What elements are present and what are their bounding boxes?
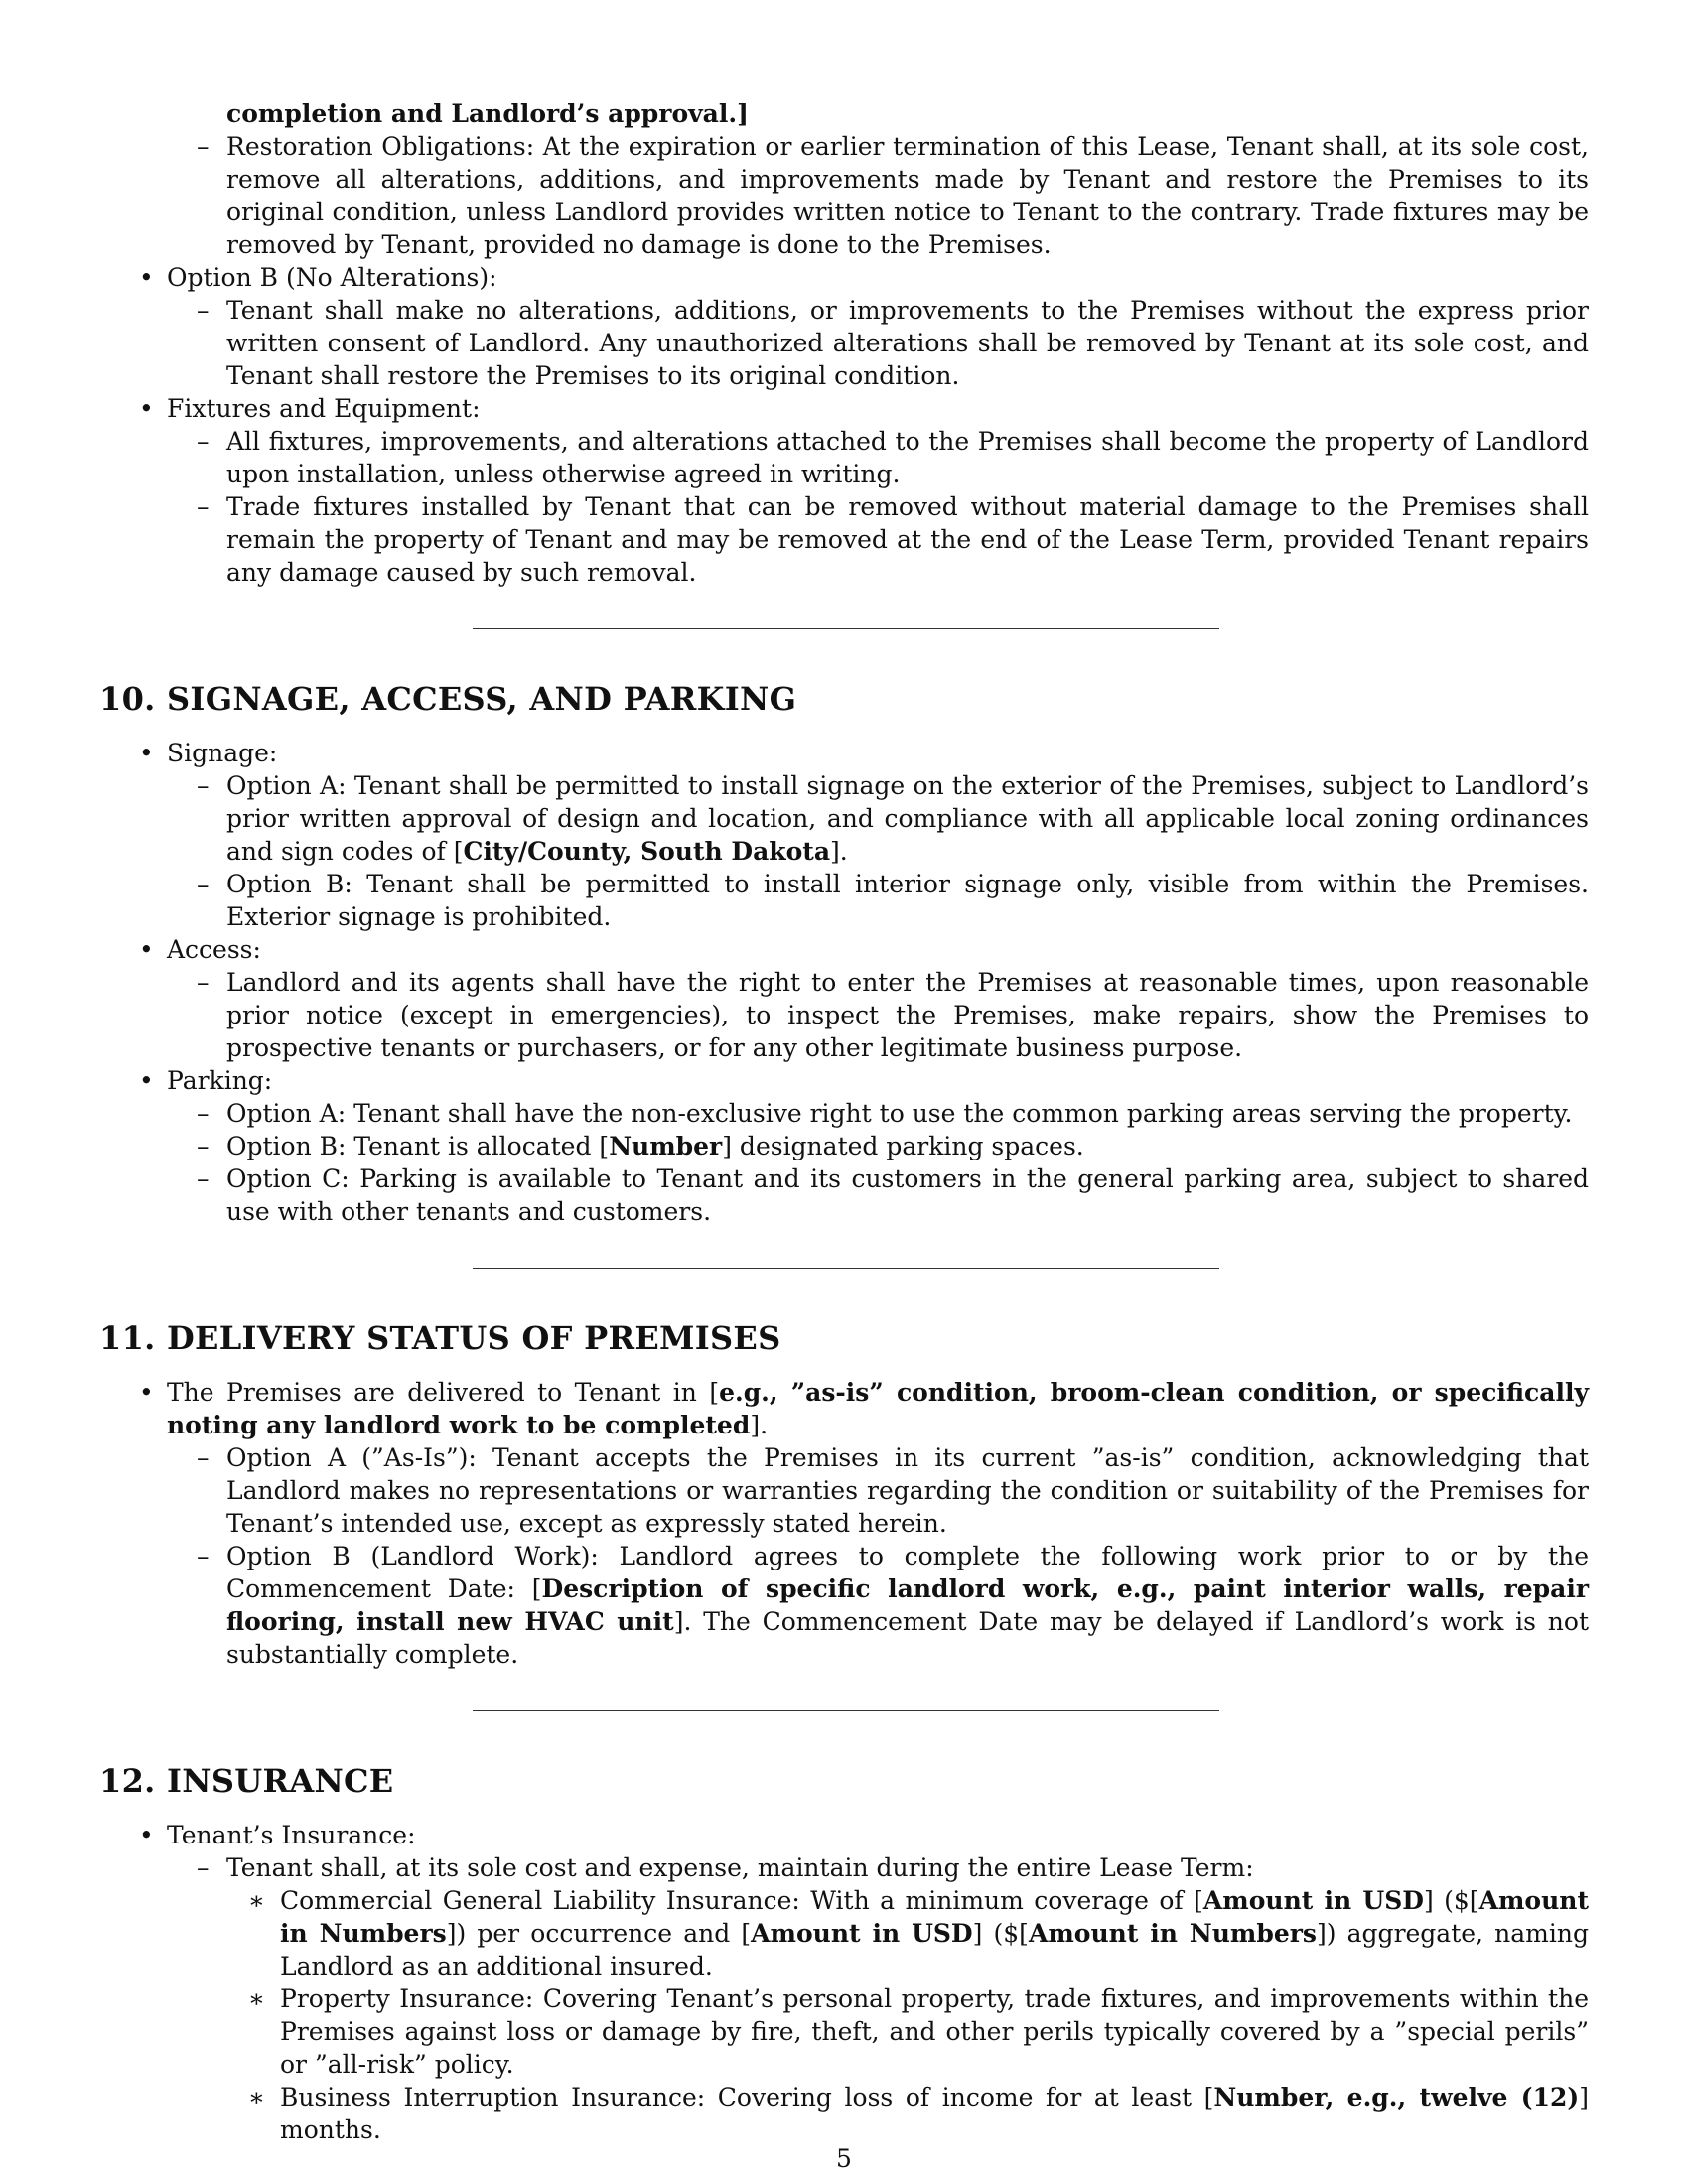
- list-item: – All fixtures, improvements, and alterations attached to the Premises shall become the property of Landlord upon installation, unless otherwise agreed in writing.: [197, 427, 1589, 488]
- document-page: [99, 97, 1589, 2146]
- section-heading: 12. INSURANCE: [99, 1762, 394, 1800]
- list-item: – Landlord and its agents shall have the right to enter the Premises at reasonable times, upon reasonable prior notice (except in emergencies), to inspect the Premises, make repairs, show the Premises to prospective tenants or purchasers, or for any other legitimate business purpose.: [197, 968, 1589, 1062]
- list-item: – Option B: Tenant is allocated [Number] designated parking spaces.: [197, 1132, 1084, 1160]
- list-item: • Option B (No Alterations):: [139, 263, 497, 292]
- list-item: ∗ Property Insurance: Covering Tenant’s personal property, trade fixtures, and improvements within the Premises against loss or damage by fire, theft, and other perils typically covered by a ”special perils” or ”all-risk” policy.: [248, 1984, 1589, 2079]
- page-number: 5: [836, 2144, 852, 2173]
- list-item: – Option C: Parking is available to Tenant and its customers in the general parking area, subject to shared use with other tenants and customers.: [197, 1164, 1589, 1226]
- list-item: ∗ Commercial General Liability Insurance: With a minimum coverage of [Amount in USD] ($[Amount in Numbers]) per occurrence and [Amount in USD] ($[Amount in Numbers]) aggregate, naming Landlord as an additional insured.: [248, 1886, 1589, 1980]
- list-item: • Tenant’s Insurance:: [139, 1821, 416, 1849]
- list-item: • Access:: [139, 935, 261, 964]
- list-item: – Option A: Tenant shall have the non-exclusive right to use the common parking areas serving the property.: [197, 1099, 1573, 1128]
- section-divider: [473, 1268, 1219, 1269]
- list-item: – Trade fixtures installed by Tenant that can be removed without material damage to the Premises shall remain the property of Tenant and may be removed at the end of the Lease Term, provided Tenant repairs any damage caused by such removal.: [197, 492, 1589, 587]
- list-item: – Option A (”As-Is”): Tenant accepts the Premises in its current ”as-is” condition, acknowledging that Landlord makes no representations or warranties regarding the condition or suitability of the Premises for Tenant’s intended use, except as expressly stated herein.: [197, 1443, 1589, 1538]
- continued-text: completion and Landlord’s approval.]: [226, 99, 749, 128]
- list-item: – Option B: Tenant shall be permitted to install interior signage only, visible from within the Premises. Exterior signage is prohibited.: [197, 870, 1589, 931]
- section-divider: [473, 1710, 1219, 1711]
- list-item: • Signage:: [139, 739, 278, 767]
- list-item: • Parking:: [139, 1066, 273, 1095]
- section-heading: 11. DELIVERY STATUS OF PREMISES: [99, 1319, 781, 1357]
- section-divider: [473, 628, 1219, 629]
- section-heading: 10. SIGNAGE, ACCESS, AND PARKING: [99, 680, 797, 718]
- list-item: – Option B (Landlord Work): Landlord agrees to complete the following work prior to or by the Commencement Date: [Description of specific landlord work, e.g., paint interior walls, repair flooring, install new HVAC unit]. The Commencement Date may be delayed if Landlord’s work is not substantially complete.: [197, 1542, 1590, 1669]
- list-item: – Tenant shall make no alterations, additions, or improvements to the Premises without the express prior written consent of Landlord. Any unauthorized alterations shall be removed by Tenant at its sole cost, and Tenant shall restore the Premises to its original condition.: [197, 296, 1589, 390]
- list-item: ∗ Business Interruption Insurance: Covering loss of income for at least [Number, e.g., twelve (12)] months.: [248, 2083, 1590, 2144]
- list-item: – Restoration Obligations: At the expiration or earlier termination of this Lease, Tenant shall, at its sole cost, remove all alterations, additions, and improvements made by Tenant and restore the Premises to its original condition, unless Landlord provides written notice to Tenant to the contrary. Trade fixtures may be removed by Tenant, provided no damage is done to the Premises.: [197, 132, 1589, 259]
- list-item: • The Premises are delivered to Tenant in [e.g., ”as-is” condition, broom-clean condition, or specifically noting any landlord work to be completed].: [139, 1378, 1589, 1439]
- list-item: – Option A: Tenant shall be permitted to install signage on the exterior of the Premises, subject to Landlord’s prior written approval of design and location, and compliance with all applicable local zoning ordinances and sign codes of [City/County, South Dakota].: [197, 771, 1589, 866]
- list-item: • Fixtures and Equipment:: [139, 394, 481, 423]
- list-item: – Tenant shall, at its sole cost and expense, maintain during the entire Lease Term:: [197, 1853, 1254, 1882]
